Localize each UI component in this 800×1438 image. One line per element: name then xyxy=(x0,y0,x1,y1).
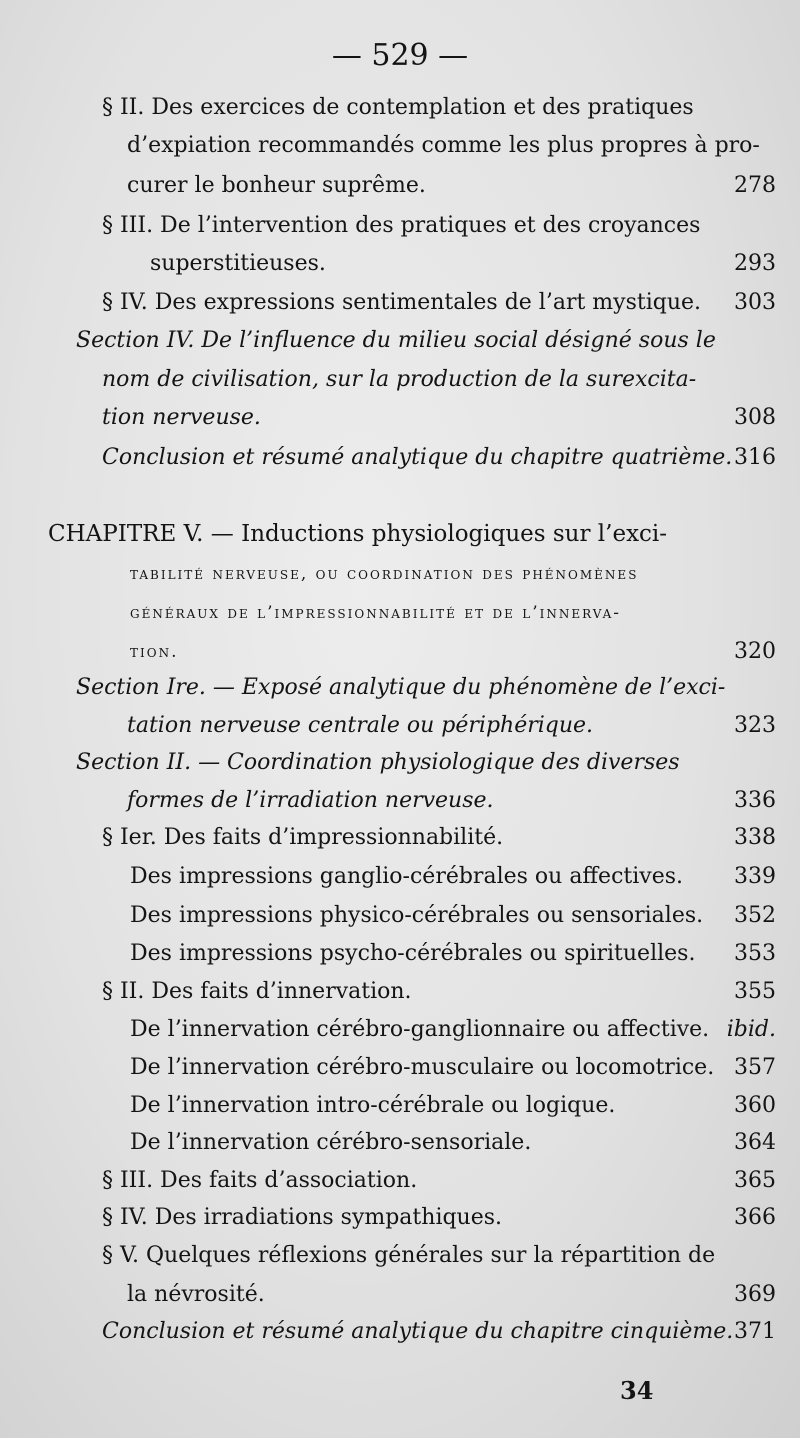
toc-line: § IV. Des irradiations sympathiques. 366 xyxy=(102,1205,776,1230)
toc-line: § II. Des faits d’innervation. 355 xyxy=(102,979,776,1004)
toc-line: Section Ire. — Exposé analytique du phénomène de l’exci- xyxy=(76,675,726,700)
page-number: — 529 — xyxy=(331,38,469,73)
toc-line: superstitieuses. 293 xyxy=(150,251,776,276)
toc-line: généraux de l’impressionnabilité et de l’innerva- xyxy=(130,603,622,623)
toc-line: § III. De l’intervention des pratiques et des croyances xyxy=(102,213,701,238)
toc-line: tabilité nerveuse, ou coordination des phénomènes xyxy=(130,564,639,584)
toc-line: formes de l’irradiation nerveuse. 336 xyxy=(127,788,776,813)
toc-line: § Ier. Des faits d’impressionnabilité. 338 xyxy=(102,825,776,850)
toc-line: De l’innervation cérébro-musculaire ou locomotrice. 357 xyxy=(130,1055,776,1080)
signature-mark: 34 xyxy=(620,1376,654,1405)
toc-line: Conclusion et résumé analytique du chapitre quatrième. 316 xyxy=(102,445,776,470)
toc-line: § IV. Des expressions sentimentales de l’art mystique. 303 xyxy=(102,290,776,315)
toc-line: De l’innervation cérébro-sensoriale. 364 xyxy=(130,1130,776,1155)
toc-line: Des impressions physico-cérébrales ou sensoriales. 352 xyxy=(130,903,776,928)
toc-line: Section II. — Coordination physiologique des diverses xyxy=(76,750,680,775)
toc-line: nom de civilisation, sur la production de la surexcita- xyxy=(102,367,697,392)
toc-line: § II. Des exercices de contemplation et des pratiques xyxy=(102,95,694,120)
toc-line: De l’innervation intro-cérébrale ou logique. 360 xyxy=(130,1093,776,1118)
toc-line: Section IV. De l’influence du milieu social désigné sous le xyxy=(76,328,716,353)
toc-line: tion nerveuse. 308 xyxy=(102,405,776,430)
toc-line: Des impressions ganglio-cérébrales ou affectives. 339 xyxy=(130,864,776,889)
toc-line: Conclusion et résumé analytique du chapitre cinquième. 371 xyxy=(102,1319,776,1344)
toc-line: la névrosité. 369 xyxy=(127,1282,776,1307)
toc-line: § III. Des faits d’association. 365 xyxy=(102,1168,776,1193)
toc-line: Des impressions psycho-cérébrales ou spirituelles. 353 xyxy=(130,941,776,966)
toc-line: curer le bonheur suprême. 278 xyxy=(127,173,776,198)
toc-line: tation nerveuse centrale ou périphérique. 323 xyxy=(127,713,776,738)
toc-line: De l’innervation cérébro-ganglionnaire ou affective. ibid. xyxy=(130,1017,776,1042)
toc-line: CHAPITRE V. — Inductions physiologiques sur l’exci- xyxy=(48,521,668,547)
toc-line: tion. 320 xyxy=(130,639,776,664)
toc-line: § V. Quelques réflexions générales sur la répartition de xyxy=(102,1243,716,1268)
toc-line: d’expiation recommandés comme les plus propres à pro- xyxy=(127,133,760,158)
